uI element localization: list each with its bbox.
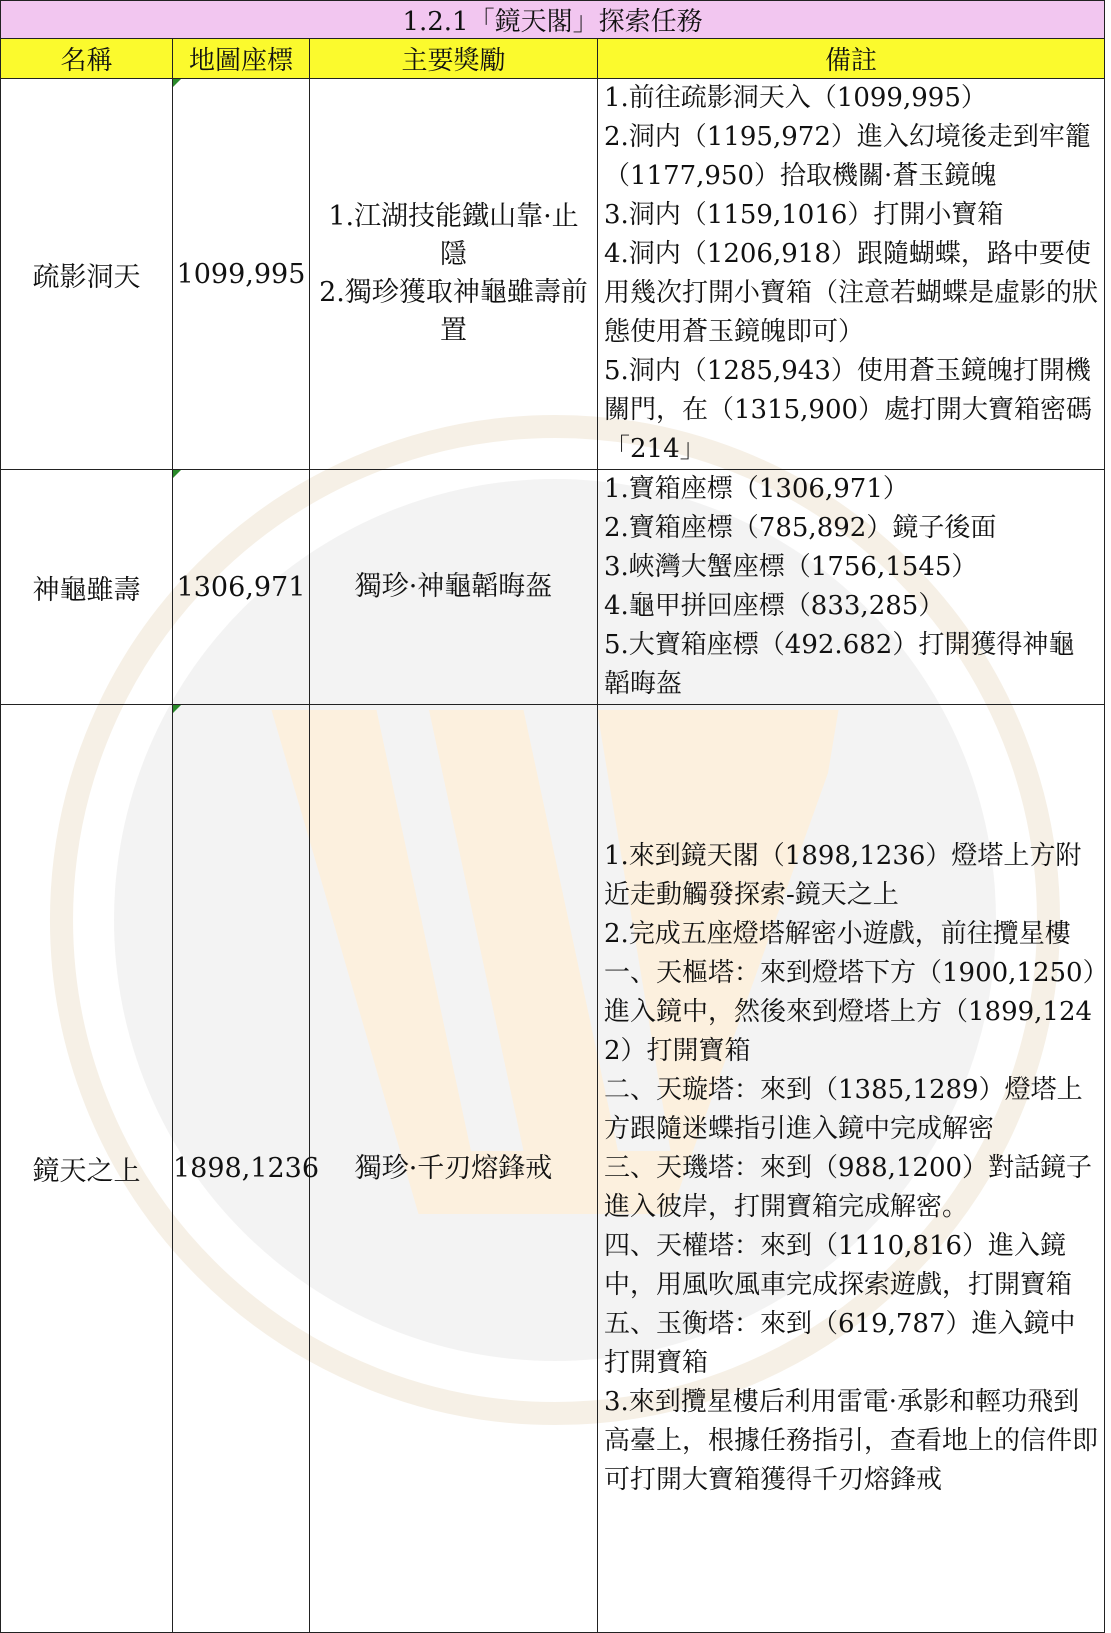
note-line: 3.洞内（1159,1016）打開小寶箱 — [604, 200, 1004, 230]
note-line: 三、天璣塔：來到（988,1200）對話鏡子進入彼岸，打開寶箱完成解密。 — [604, 1153, 1093, 1222]
comment-marker-icon — [173, 470, 181, 478]
table-row — [1, 470, 1105, 705]
reward-line: 1.江湖技能鐵山靠·止隱 — [328, 201, 579, 270]
note-line: 2.洞内（1195,972）進入幻境後走到牢籠（1177,950）拾取機關·蒼玉鏡魄 — [604, 122, 1091, 191]
comment-marker-icon — [173, 705, 181, 713]
note-line: 2.寶箱座標（785,892）鏡子後面 — [604, 513, 997, 543]
note-line: 3.峽灣大蟹座標（1756,1545） — [604, 552, 978, 582]
row-coords: 1306,971 — [176, 571, 306, 603]
comment-marker-icon — [173, 79, 181, 87]
row-notes — [598, 470, 1105, 705]
note-line: 1.前往疏影洞天入（1099,995） — [604, 83, 987, 113]
reward-line: 獨珍·神龜韜晦盔 — [354, 571, 553, 602]
table-row — [1, 705, 1105, 1633]
table-title: 1.2.1「鏡天閣」探索任務 — [1, 1, 1105, 39]
note-line: 4.洞内（1206,918）跟隨蝴蝶，路中要使用幾次打開小寶箱（注意若蝴蝶是虛影的狀態使用蒼玉鏡魄即可） — [604, 239, 1099, 347]
row-coords-cell — [173, 79, 310, 470]
row-coords-cell — [173, 470, 310, 705]
row-reward — [310, 470, 598, 705]
reward-line: 獨珍·千刃熔鋒戒 — [354, 1152, 553, 1184]
table-row — [1, 79, 1105, 470]
note-line: 2.完成五座燈塔解密小遊戲，前往攬星樓 — [604, 919, 1071, 949]
row-notes — [598, 79, 1105, 470]
note-line: 五、玉衡塔：來到（619,787）進入鏡中打開寶箱 — [604, 1309, 1076, 1378]
note-line: 1.來到鏡天閣（1898,1236）燈塔上方附近走動觸發探索-鏡天之上 — [604, 841, 1082, 910]
row-notes — [598, 705, 1105, 1633]
row-coords: 1898,1236 — [173, 1153, 320, 1184]
note-line: 4.龜甲拼回座標（833,285） — [604, 591, 945, 621]
note-line: 3.來到攬星樓后利用雷電·承影和輕功飛到高臺上，根據任務指引，查看地上的信件即可打開大寶箱獲得千刃熔鋒戒 — [604, 1387, 1099, 1495]
row-reward — [310, 705, 598, 1633]
note-line: 1.寶箱座標（1306,971） — [604, 474, 909, 504]
column-header-name: 名稱 — [1, 39, 173, 79]
column-header-reward: 主要獎勵 — [310, 39, 598, 79]
note-line: 5.洞内（1285,943）使用蒼玉鏡魄打開機關門，在（1315,900）處打開大寶箱密碼「214」 — [604, 356, 1093, 464]
note-line: 一、天樞塔：來到燈塔下方（1900,1250）進入鏡中，然後來到燈塔上方（1899,1242）打開寶箱 — [604, 958, 1096, 1066]
row-coords-cell — [173, 705, 320, 1633]
reward-line: 2.獨珍獲取神龜雖壽前置 — [319, 277, 588, 346]
row-name: 神龜雖壽 — [1, 470, 173, 705]
note-line: 四、天權塔：來到（1110,816）進入鏡中，用風吹風車完成探索遊戲，打開寶箱 — [604, 1231, 1073, 1300]
column-header-coords: 地圖座標 — [173, 39, 310, 79]
note-line: 二、天璇塔：來到（1385,1289）燈塔上方跟隨迷蝶指引進入鏡中完成解密 — [604, 1075, 1083, 1144]
row-name: 疏影洞天 — [1, 79, 173, 470]
column-header-note: 備註 — [598, 39, 1105, 79]
row-reward — [310, 79, 598, 470]
note-line: 5.大寶箱座標（492.682）打開獲得神龜韜晦盔 — [604, 630, 1075, 699]
row-name: 鏡天之上 — [1, 705, 173, 1633]
row-coords: 1099,995 — [176, 258, 306, 290]
